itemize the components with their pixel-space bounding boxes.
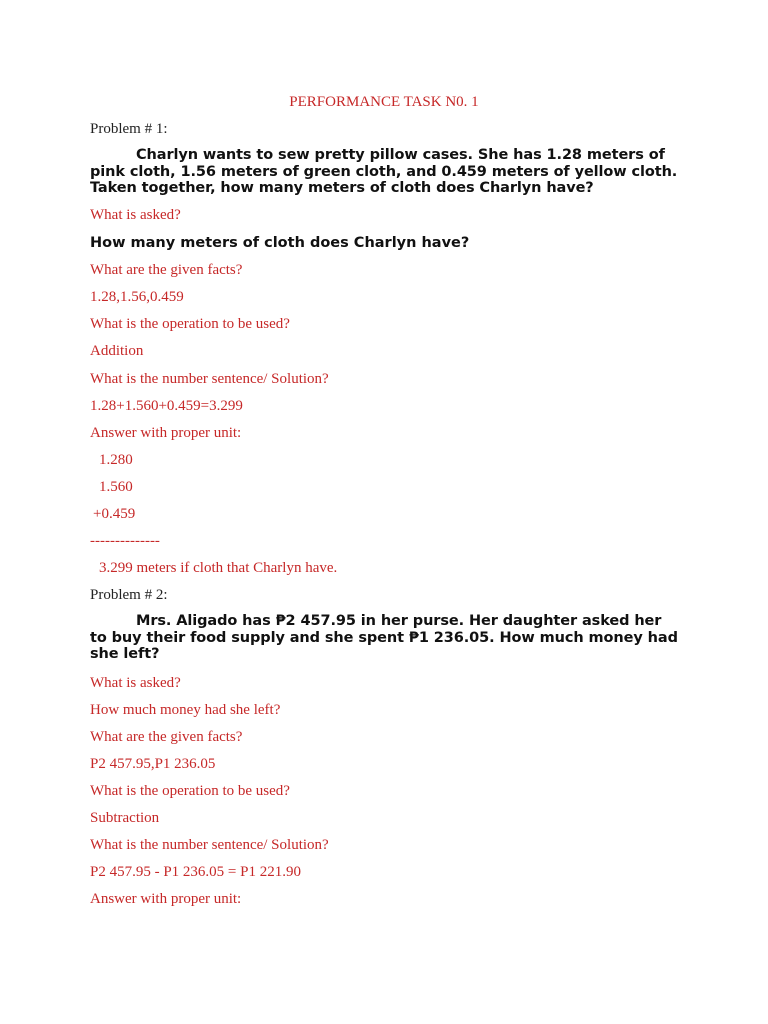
problem-1-work-line-1: 1.280 [99, 452, 133, 468]
problem-1-text: Charlyn wants to sew pretty pillow cases. She has 1.28 meters of pink cloth, 1.56 meters of green cloth, and 0.459 meters of yellow cloth. Taken together, how many meters of cloth does Charlyn have? [90, 147, 678, 196]
problem-2-question-operation: What is the operation to be used? [90, 783, 290, 799]
problem-2-heading: Problem # 2: [90, 587, 168, 603]
problem-2-answer-asked: How much money had she left? [90, 702, 281, 718]
problem-1-question-asked: What is asked? [90, 207, 181, 223]
problem-2-text: Mrs. Aligado has ₱2 457.95 in her purse. Her daughter asked her to buy their food supply and she spent ₱1 236.05. How much money had she left? [90, 613, 678, 662]
problem-1-work-line-2: 1.560 [99, 479, 133, 495]
problem-1-work-divider: -------------- [90, 533, 160, 549]
problem-2-question-asked: What is asked? [90, 675, 181, 691]
problem-2-question-sentence: What is the number sentence/ Solution? [90, 837, 329, 853]
problem-1-answer-facts: 1.28,1.56,0.459 [90, 289, 184, 305]
problem-1-answer-asked: How many meters of cloth does Charlyn have? [90, 235, 470, 251]
problem-1-answer-sentence: 1.28+1.560+0.459=3.299 [90, 398, 243, 414]
problem-2-answer-operation: Subtraction [90, 810, 160, 826]
problem-1-question-operation: What is the operation to be used? [90, 316, 290, 332]
problem-2-question-facts: What are the given facts? [90, 729, 243, 745]
problem-1-question-answer: Answer with proper unit: [90, 425, 242, 441]
problem-2-question-answer: Answer with proper unit: [90, 891, 242, 907]
problem-1-question-facts: What are the given facts? [90, 262, 243, 278]
problem-1-work-line-3: +0.459 [93, 506, 136, 522]
page-title: PERFORMANCE TASK N0. 1 [289, 94, 479, 110]
problem-2-answer-facts: P2 457.95,P1 236.05 [90, 756, 216, 772]
problem-1-final-answer: 3.299 meters if cloth that Charlyn have. [99, 560, 338, 576]
problem-1-heading: Problem # 1: [90, 121, 168, 137]
problem-1-question-sentence: What is the number sentence/ Solution? [90, 371, 329, 387]
problem-2-answer-sentence: P2 457.95 - P1 236.05 = P1 221.90 [90, 864, 301, 880]
problem-1-answer-operation: Addition [90, 343, 144, 359]
